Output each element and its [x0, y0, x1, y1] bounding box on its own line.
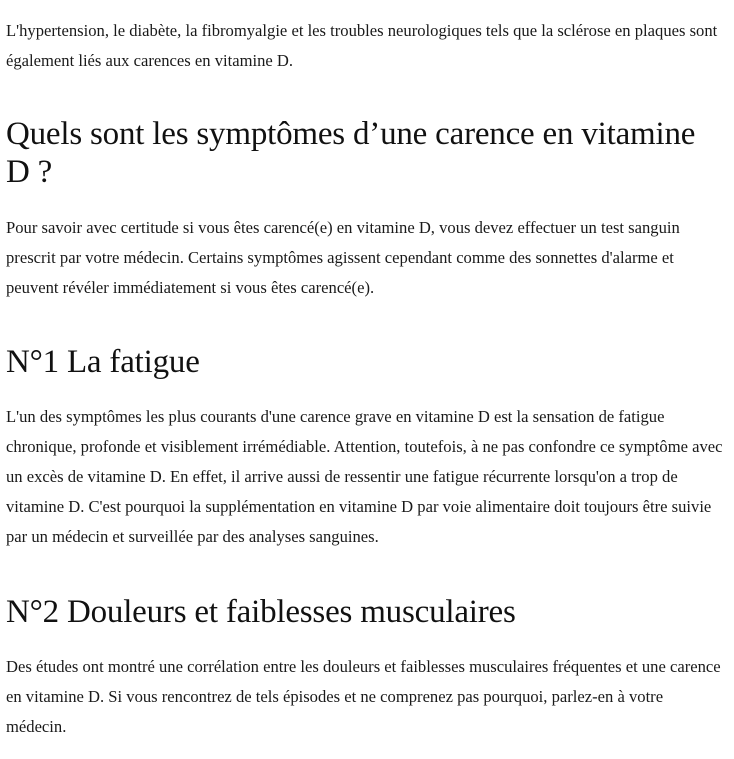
section-heading-fatigue: N°1 La fatigue: [6, 344, 200, 380]
section-heading-muscles: N°2 Douleurs et faiblesses musculaires: [6, 594, 516, 630]
section-heading-symptoms: Quels sont les symptômes d’une carence en vitamine D ?: [6, 116, 696, 190]
section-paragraph-fatigue: L'un des symptômes les plus courants d'une carence grave en vitamine D est la sensation de fatigue chronique, profonde et visiblement irrémédiable. Attention, toutefois, à ne pas confondre ce symptôme avec un excès de vitamine D. En effet, il arrive aussi de ressentir une fatigue récurrente lorsqu'on a trop de vitamine D. C'est pourquoi la supplémentation en vitamine D par voie alimentaire doit toujours être suivie par un médecin et surveillée par des analyses sanguines.: [6, 407, 723, 546]
section-paragraph-muscles: Des études ont montré une corrélation entre les douleurs et faiblesses musculaires fréquentes et une carence en vitamine D. Si vous rencontrez de tels épisodes et ne comprenez pas pourquoi, parlez-en à votre médecin.: [6, 657, 721, 736]
article-body: [6, 16, 724, 742]
intro-paragraph: L'hypertension, le diabète, la fibromyalgie et les troubles neurologiques tels que la sclérose en plaques sont également liés aux carences en vitamine D.: [6, 21, 718, 70]
section-paragraph-symptoms: Pour savoir avec certitude si vous êtes carencé(e) en vitamine D, vous devez effectuer un test sanguin prescrit par votre médecin. Certains symptômes agissent cependant comme des sonnettes d'alarme et peuvent révéler immédiatement si vous êtes carencé(e).: [6, 218, 680, 297]
